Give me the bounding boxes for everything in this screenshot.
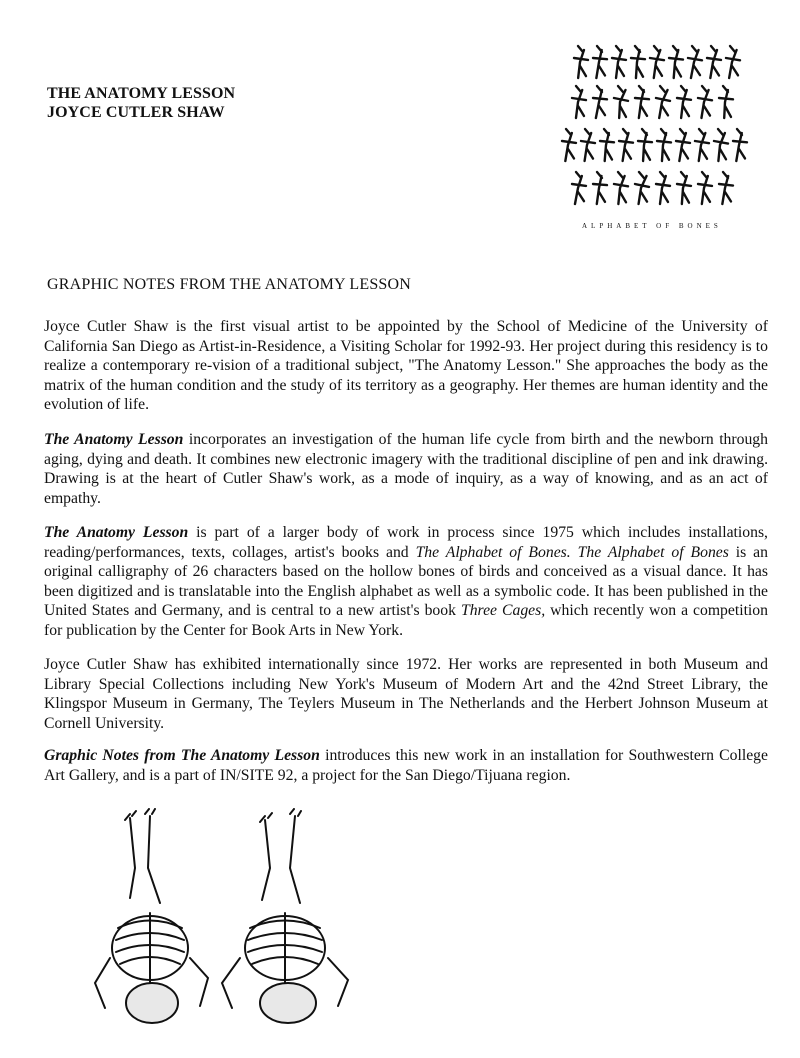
paragraph-text: incorporates an investigation of the human life cycle from birth and the newborn through aging, dying and death. It combines new electronic imagery with the traditional discipline of pen and ink drawing. Drawing is at the heart of Cutler Shaw's work, as a mode of inquiry, as a way of knowing, and as an act of empathy. — [44, 431, 768, 507]
bone-glyph — [593, 172, 607, 204]
bone-glyph — [733, 129, 747, 161]
document-title — [47, 84, 235, 122]
bone-glyph — [572, 172, 586, 204]
paragraph-text: Joyce Cutler Shaw has exhibited internationally since 1972. Her works are represented in both Museum and Library Special Collections including New York's Museum of Modern Art and the 42nd Street Library, the Klingspor Museum in Germany, The Teylers Museum in The Netherlands and the Herbert Johnson Museum at Cornell University. — [44, 656, 768, 732]
bone-glyph — [600, 129, 614, 161]
skeletons-drawing-icon — [90, 808, 390, 1030]
bone-glyph — [593, 46, 607, 78]
title-line-2: JOYCE CUTLER SHAW — [47, 104, 225, 121]
title-line-1: THE ANATOMY LESSON — [47, 85, 236, 102]
paragraph-text: is an original calligraphy of 26 characters based on the hollow bones of birds and conceived as a visual dance. It has been digitized and is translatable into the English alphabet as well as a symbolic code. It has been published in the United States and Germany, and is central to a new artist's book — [44, 543, 768, 619]
bone-glyph — [719, 86, 733, 118]
bone-glyph — [638, 129, 652, 161]
paragraph-life-cycle — [44, 430, 768, 508]
paragraph-text: is part of a larger body of work in process since 1975 which includes installations, reading/performances, texts, collages, artist's books and — [44, 524, 768, 561]
bone-glyph — [635, 172, 649, 204]
bone-glyph — [581, 129, 595, 161]
skeleton-right-icon — [222, 809, 348, 1023]
bone-glyph — [669, 46, 683, 78]
paragraph-installation — [44, 746, 768, 785]
paragraph-text: Joyce Cutler Shaw is the first visual artist to be appointed by the School of Medicine of the University of California San Diego as Artist-in-Residence, a Visiting Scholar for 1992-93. Her project during this residency is to realize a contemporary re-vision of a traditional subject, "The Anatomy Lesson." She approaches the body as the matrix of the human condition and the study of its territory as a geography. Her themes are human identity and the evolution of life. — [44, 318, 768, 413]
bone-glyph — [677, 172, 691, 204]
work-title-three-cages: Three Cages, — [460, 602, 546, 619]
bone-glyph — [572, 86, 586, 118]
paragraph-text — [571, 544, 578, 561]
bone-glyph — [698, 86, 712, 118]
skeleton-left-icon — [95, 809, 208, 1023]
logo-caption: ALPHABET OF BONES — [582, 222, 722, 230]
paragraph-text: introduces this new work in an installation for Southwestern College Art Gallery, and is a part of IN/SITE 92, a project for the San Diego/Tijuana region. — [44, 747, 768, 784]
bone-glyph — [631, 46, 645, 78]
bone-glyph — [695, 129, 709, 161]
work-title-alphabet: The Alphabet of Bones — [577, 543, 729, 561]
bone-glyph — [657, 129, 671, 161]
bone-glyph — [688, 46, 702, 78]
bone-glyph — [614, 172, 628, 204]
bone-glyph — [635, 86, 649, 118]
section-heading: GRAPHIC NOTES FROM THE ANATOMY LESSON — [47, 276, 412, 293]
paragraph-body-of-work — [44, 523, 768, 640]
work-title-alphabet: The Alphabet of Bones. — [415, 543, 571, 561]
bone-glyph — [714, 129, 728, 161]
bone-glyph — [574, 46, 588, 78]
bone-glyph — [562, 129, 576, 161]
work-title: The Anatomy Lesson — [44, 524, 189, 541]
bone-glyph — [707, 46, 721, 78]
bone-glyph — [719, 172, 733, 204]
bone-glyph — [612, 46, 626, 78]
bone-glyph — [656, 86, 670, 118]
paragraph-text: which recently won a competition for publication by the Center for Book Arts in New York. — [44, 602, 768, 639]
bone-glyph — [650, 46, 664, 78]
bone-glyph — [656, 172, 670, 204]
paragraph-exhibitions — [44, 655, 768, 733]
bone-glyph — [698, 172, 712, 204]
bone-glyph — [593, 86, 607, 118]
bone-glyph — [676, 129, 690, 161]
paragraph-intro — [44, 317, 768, 415]
bone-glyph — [614, 86, 628, 118]
alphabet-of-bones-calligraphy-icon — [560, 40, 770, 240]
bone-glyph — [726, 46, 740, 78]
work-title: The Anatomy Lesson — [44, 431, 184, 448]
bone-glyph — [677, 86, 691, 118]
work-title: Graphic Notes from The Anatomy Lesson — [44, 747, 320, 764]
bone-glyph — [619, 129, 633, 161]
